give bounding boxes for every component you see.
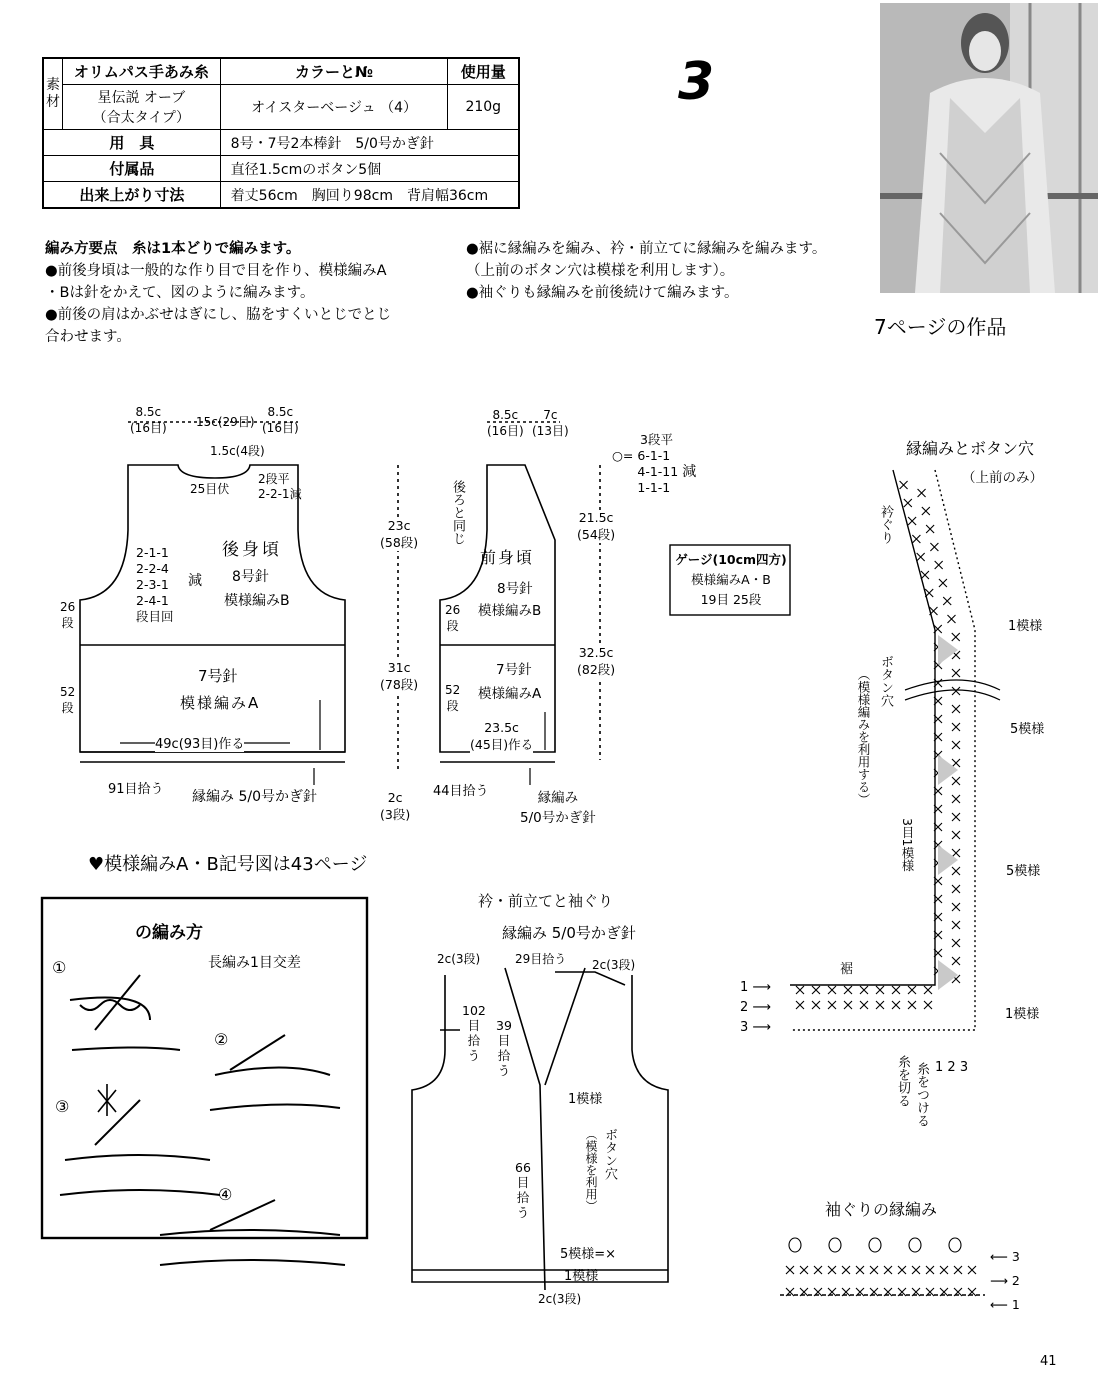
dec-step: 2-2-4 <box>136 561 169 576</box>
back-pattern-b: 模様編みB <box>224 593 290 609</box>
border-row-numbers: 1 ⟶ 2 ⟶ 3 ⟶ <box>740 980 772 1035</box>
stitch-mark <box>814 1266 822 1274</box>
collar-depth-left: 2c(3段) <box>437 952 481 966</box>
stitch-mark <box>870 1266 878 1274</box>
stitch-mark <box>968 1266 976 1274</box>
stitch-mark <box>954 1266 962 1274</box>
back-needle-b: 8号針 <box>232 569 269 585</box>
circle-mark: ○= <box>612 448 634 463</box>
amount-header: 使用量 <box>448 58 519 85</box>
back-dec-label: 減 <box>188 573 202 589</box>
dec-step: 4-1-11 <box>637 464 679 479</box>
collar-neck-label: 衿ぐり <box>878 505 893 544</box>
collar-depth-right: 2c(3段) <box>592 958 636 972</box>
step-4: ④ <box>218 1185 233 1204</box>
stitch-mark <box>828 1288 836 1296</box>
upper-length: 23c (58段) <box>380 518 419 550</box>
pattern-number: 3 <box>678 52 715 112</box>
front-band-pick-up: 66 目 拾 う <box>515 1160 531 1220</box>
dec-step: 段目回 <box>136 609 174 624</box>
collar-button-hole: ボタン穴 <box>602 1128 617 1180</box>
border-five-repeats: 5模様 <box>1010 722 1045 737</box>
notes-line: 合わせます。 <box>45 329 131 345</box>
size-label: 出来上がり寸法 <box>43 182 220 209</box>
row-number: 3 <box>740 1020 749 1035</box>
color-header: カラーと№ <box>220 58 448 85</box>
tools-value: 8号・7号2本棒針 5/0号かぎ針 <box>220 130 519 156</box>
back-top-mid: 15c(29目) <box>196 415 255 429</box>
border-button-note: （模様編みを利用する） <box>856 668 871 806</box>
front-top-left: 8.5c (16目) <box>487 408 524 438</box>
dec-step: 6-1-1 <box>637 448 671 463</box>
stitch-mark <box>912 1266 920 1274</box>
size-value: 着丈56cm 胸回り98cm 背肩幅36cm <box>220 182 519 209</box>
back-needle-a: 7号針 <box>198 667 238 685</box>
stitch-mark <box>800 1288 808 1296</box>
stitch-mark <box>800 1266 808 1274</box>
front-total-length: 32.5c (82段) <box>577 645 616 677</box>
front-dec-title: 3段平 <box>640 432 673 447</box>
front-needle-a: 7号針 <box>496 662 532 678</box>
collar-edging: 縁編み 5/0号かぎ針 <box>502 924 636 942</box>
howto-subtitle: 長編み1目交差 <box>208 955 301 971</box>
back-neck-decrease: 2段平 2-2-1減 <box>258 472 302 501</box>
dec-step: 2-4-1 <box>136 593 169 608</box>
step-2: ② <box>214 1030 229 1049</box>
collar-title: 衿・前立てと袖ぐり <box>478 892 614 910</box>
back-title: 後身頃 <box>222 540 282 560</box>
front-top-right: 7c (13目) <box>532 408 569 438</box>
yarn-name: 星伝説 オーブ （合太タイプ） <box>63 85 221 130</box>
collar-button-note: （模様を利用） <box>584 1128 598 1212</box>
row-number: 3 <box>1011 1249 1020 1264</box>
yarn-color: オイスターベージュ （4） <box>220 85 448 130</box>
border-one-repeat-2: 1模様 <box>1005 1007 1040 1022</box>
materials-row-label: 素 材 <box>43 58 63 130</box>
back-top-right: 8.5c (16目) <box>262 405 299 435</box>
border-bottom-rows: 1 2 3 <box>935 1060 969 1075</box>
row-number: 2 <box>740 1000 749 1015</box>
notes-line: （上前のボタン穴は模様を利用します）。 <box>466 263 735 279</box>
border-three-stitch: 3目1模様 <box>900 818 915 872</box>
back-pattern-a: 模様編みA <box>180 694 261 712</box>
step-3: ③ <box>55 1097 70 1116</box>
stitch-mark <box>842 1266 850 1274</box>
armhole-row-numbers: ⟵ 3 ⟶ 2 ⟵ 1 <box>990 1249 1020 1312</box>
collar-one-repeat-bottom: 1模様 <box>564 1269 599 1284</box>
stitch-mark <box>856 1288 864 1296</box>
attach-yarn-label: 糸をつける <box>914 1062 929 1127</box>
gauge-pattern: 模様編みA・B <box>691 572 771 587</box>
yarn-header: オリムパス手あみ糸 <box>63 58 221 85</box>
notes-line: ●裾に縁編みを編み、衿・前立てに縁編みを編みます。 <box>466 241 827 257</box>
front-title: 前身頃 <box>480 548 535 567</box>
neck-pick-up: 39 目 拾 う <box>496 1018 512 1078</box>
dec-step: 1-1-1 <box>637 480 671 495</box>
stitch-mark <box>786 1266 794 1274</box>
picot-mark <box>829 1238 841 1252</box>
notes-line: ●前後身頃は一般的な作り目で目を作り、模様編みA <box>45 263 387 279</box>
collar-pick-up: 29目拾う <box>515 952 567 966</box>
stitch-mark <box>926 1266 934 1274</box>
front-needle-b: 8号針 <box>497 581 533 597</box>
stitch-mark <box>842 1288 850 1296</box>
hem-length: 2c (3段) <box>380 790 411 822</box>
front-pattern-b: 模様編みB <box>478 603 542 619</box>
row-number: 1 <box>740 980 749 995</box>
front-pattern-a: 模様編みA <box>478 686 542 702</box>
stitch-mark <box>884 1288 892 1296</box>
picot-mark <box>909 1238 921 1252</box>
notes-line: ・Bは針をかえて、図のように編みます。 <box>45 285 315 301</box>
step-1: ① <box>52 958 67 977</box>
border-title: 縁編みとボタン穴 <box>906 439 1035 458</box>
stitch-mark <box>898 1266 906 1274</box>
stitch-mark <box>926 1288 934 1296</box>
back-top-left: 8.5c (16目) <box>130 405 167 435</box>
notes-line: ●前後の肩はかぶせはぎにし、脇をすくいとじでとじ <box>45 307 392 323</box>
notes-line: ●袖ぐりも縁編みを前後続けて編みます。 <box>466 285 739 301</box>
back-neck-cast-off: 25目伏 <box>190 482 230 496</box>
back-width: 49c(93目)作る <box>155 733 244 752</box>
back-neck-depth: 1.5c(4段) <box>210 444 265 458</box>
dec-step: 2-1-1 <box>136 545 169 560</box>
picot-mark <box>789 1238 801 1252</box>
back-edging: 縁編み 5/0号かぎ針 <box>192 789 317 805</box>
collar-bottom-depth: 2c(3段) <box>538 1292 582 1306</box>
stitch-mark <box>786 1288 794 1296</box>
parts-label: 付属品 <box>43 156 220 182</box>
back-pick-up: 91目拾う <box>108 782 164 797</box>
chart-reference-note: ♥模様編みA・B記号図は43ページ <box>88 854 368 875</box>
gauge-value: 19目 25段 <box>700 592 762 607</box>
picot-mark <box>869 1238 881 1252</box>
front-width: 23.5c (45目)作る <box>470 720 534 752</box>
notes-line: 編み方要点 糸は1本どりで編みます。 <box>45 241 301 257</box>
collar-five-repeats: 5模様=× <box>560 1247 617 1262</box>
front-rows-26: 26 段 <box>445 603 461 633</box>
dec-step: 2-3-1 <box>136 577 169 592</box>
picot-mark <box>949 1238 961 1252</box>
stitch-mark <box>940 1288 948 1296</box>
cut-yarn-label: 糸を切る <box>895 1055 910 1107</box>
stitch-mark <box>856 1266 864 1274</box>
front-rows-52: 52 段 <box>445 683 461 713</box>
border-one-repeat: 1模様 <box>1008 619 1043 634</box>
yarn-amount: 210g <box>448 85 519 130</box>
stitch-mark <box>814 1288 822 1296</box>
stitch-mark <box>912 1288 920 1296</box>
back-rows-26: 26 段 <box>60 600 76 630</box>
front-dec-label: 減 <box>682 464 697 480</box>
stitch-mark <box>940 1266 948 1274</box>
stitch-mark <box>870 1288 878 1296</box>
front-neck-length: 21.5c (54段) <box>577 510 616 542</box>
border-button-hole: ボタン穴 <box>878 655 893 707</box>
collar-one-repeat: 1模様 <box>568 1092 603 1107</box>
front-pick-up: 44目拾う <box>433 784 489 799</box>
back-rows-52: 52 段 <box>60 685 76 715</box>
stitch-mark <box>884 1266 892 1274</box>
parts-value: 直径1.5cmのボタン5個 <box>220 156 519 182</box>
row-number: 2 <box>1011 1273 1020 1288</box>
work-reference: 7ページの作品 <box>874 315 1007 339</box>
stitch-mark <box>898 1288 906 1296</box>
border-hem-label: 裾 <box>840 962 854 977</box>
border-five-repeats-2: 5模様 <box>1006 864 1041 879</box>
page-number: 41 <box>1040 1354 1057 1369</box>
armhole-edging-title: 袖ぐりの縁編み <box>825 1200 938 1219</box>
stitch-mark <box>954 1288 962 1296</box>
armhole-pick-up: 102 目 拾 う <box>462 1003 486 1063</box>
howto-title: の編み方 <box>135 923 203 943</box>
front-same-as-back: 後ろと同じ <box>450 480 465 545</box>
stitch-mark <box>968 1288 976 1296</box>
tools-label: 用 具 <box>43 130 220 156</box>
front-edging: 縁編み 5/0号かぎ針 <box>520 790 596 826</box>
gauge-title: ゲージ(10cm四方) <box>675 552 787 567</box>
row-number: 1 <box>1011 1297 1020 1312</box>
stitch-mark <box>828 1266 836 1274</box>
border-subtitle: （上前のみ） <box>962 470 1043 486</box>
lower-length: 31c (78段) <box>380 660 419 692</box>
